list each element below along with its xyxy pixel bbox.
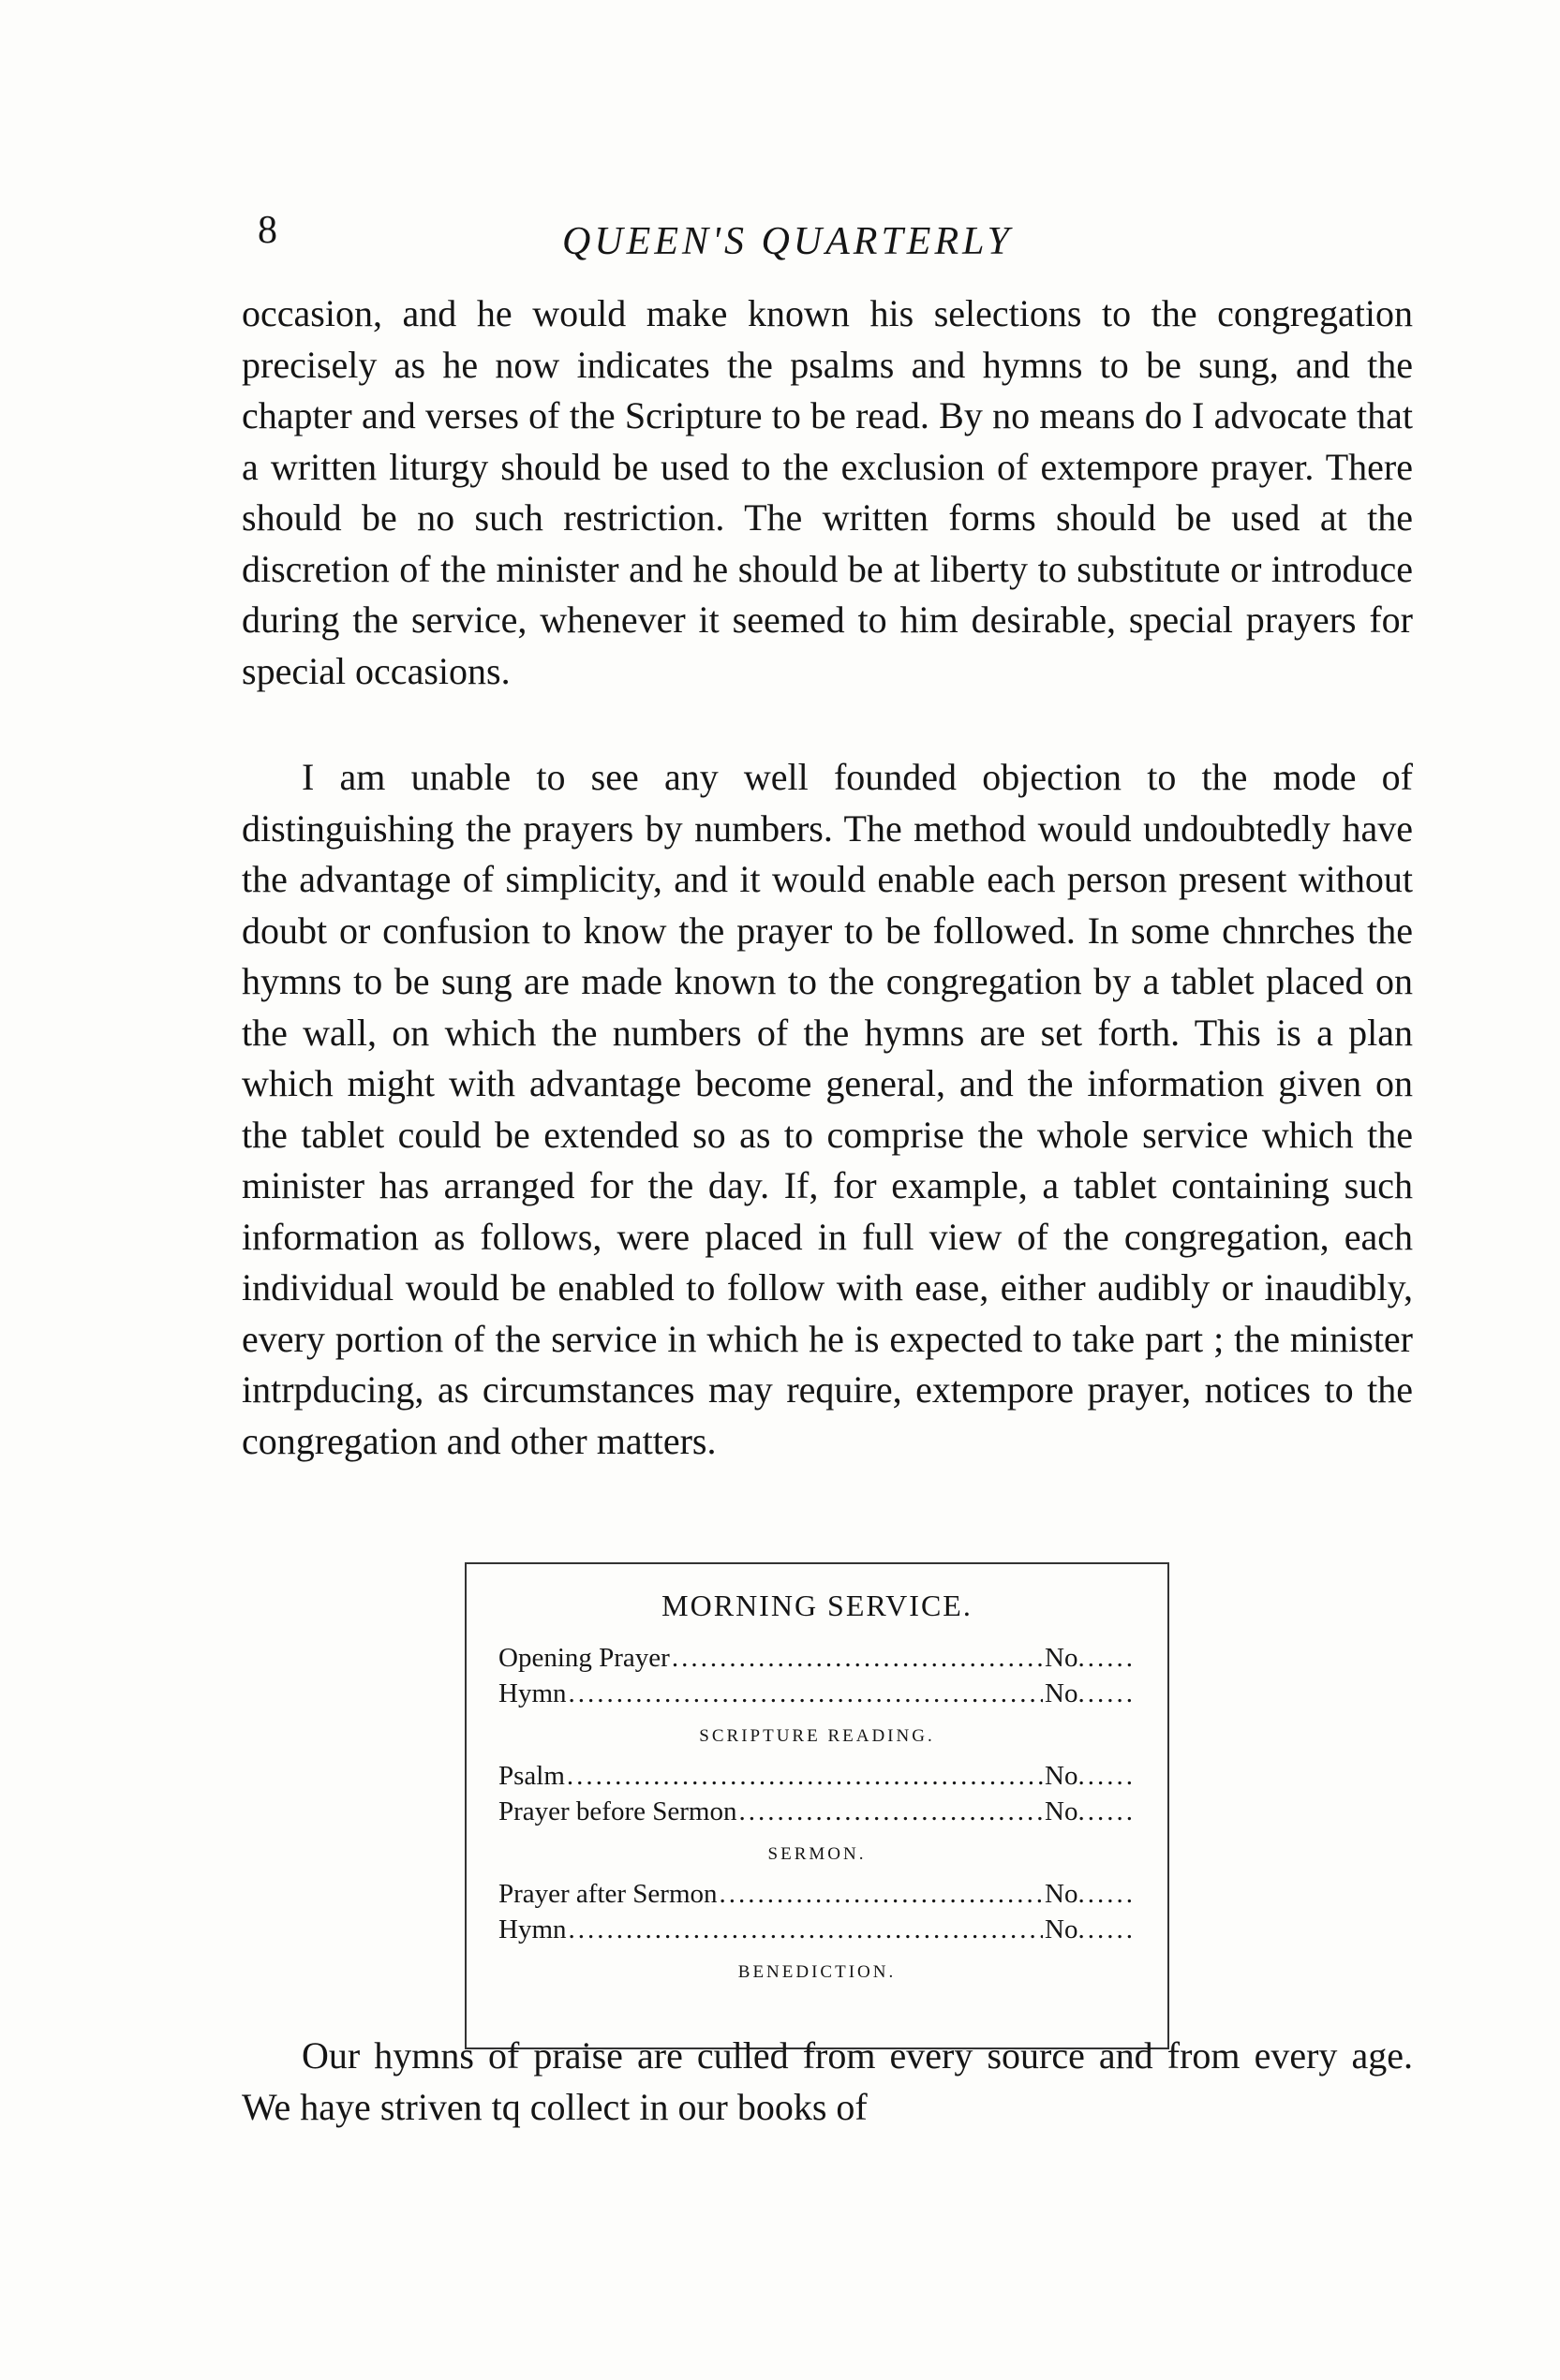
tablet-row-prayer-before-sermon bbox=[498, 1794, 1136, 1829]
row-no-label: No bbox=[1045, 1796, 1078, 1826]
running-head: QUEEN'S QUARTERLY bbox=[562, 220, 1013, 263]
row-no-blank: ...... bbox=[1077, 1796, 1136, 1826]
leader-dots bbox=[738, 1794, 1043, 1829]
tablet-row-hymn-1 bbox=[498, 1676, 1136, 1711]
tablet-title: MORNING SERVICE. bbox=[661, 1589, 973, 1622]
row-label: Psalm bbox=[498, 1761, 565, 1791]
heading-sermon: SERMON. bbox=[767, 1844, 867, 1864]
row-no-blank: ...... bbox=[1077, 1879, 1136, 1909]
morning-service-tablet bbox=[465, 1562, 1169, 2049]
row-no-blank: ...... bbox=[1077, 1914, 1136, 1944]
row-label: Prayer before Sermon bbox=[498, 1796, 737, 1826]
leader-dots bbox=[569, 1912, 1044, 1947]
row-no-blank: ...... bbox=[1077, 1643, 1136, 1673]
paragraph-2: I am unable to see any well founded objection to the mode of distinguishing the prayers by numbers. The method would undoubtedly have the advantage of simplicity, and it would enable each person present without doubt or confusion to know the prayer to be followed. In some chnrches the hymns to be sung are made known to the congregation by a tablet placed on the wall, on which the numbers of the hymns are set forth. This is a plan which might with advantage become general, and the information given on the tablet could be extended so as to comprise the whole service which the minister has arranged for the day. If, for example, a tablet containing such information as follows, were placed in full view of the congregation, each individual would be enabled to follow with ease, either audibly or inaudibly, every portion of the service in which he is expected to take part ; the minister intrpducing, as circumstances may require, extempore prayer, notices to the congregation and other matters. bbox=[242, 756, 1413, 1462]
tablet-row-prayer-after-sermon bbox=[498, 1876, 1136, 1912]
tablet-row-hymn-2 bbox=[498, 1912, 1136, 1947]
row-label: Prayer after Sermon bbox=[498, 1879, 718, 1909]
leader-dots bbox=[567, 1758, 1043, 1794]
row-no-label: No bbox=[1045, 1678, 1078, 1708]
row-label: Opening Prayer bbox=[498, 1643, 670, 1673]
leader-dots bbox=[720, 1876, 1044, 1912]
row-no-label: No bbox=[1045, 1879, 1078, 1909]
tablet-row-psalm bbox=[498, 1758, 1136, 1794]
leader-dots bbox=[569, 1676, 1044, 1711]
tablet-row-opening-prayer bbox=[498, 1640, 1136, 1676]
heading-scripture-reading: SCRIPTURE READING. bbox=[699, 1726, 935, 1746]
row-label: Hymn bbox=[498, 1678, 567, 1708]
heading-benediction: BENEDICTION. bbox=[737, 1962, 897, 1982]
paragraph-3: Our hymns of praise are culled from every source and from every age. We haye striven tq collect in our books of bbox=[242, 2034, 1413, 2128]
page-header bbox=[0, 208, 1560, 264]
row-no-blank: ...... bbox=[1077, 1761, 1136, 1791]
paragraph-1: occasion, and he would make known his selections to the congregation precisely as he now indicates the psalms and hymns to be sung, and the chapter and verses of the Scripture to be read. By no means do I advocate that a written liturgy should be used to the exclusion of extempore prayer. There should be no such restriction. The written forms should be used at the discretion of the minister and he should be at liberty to substitute or introduce during the service, whenever it seemed to him desirable, special prayers for special occasions. bbox=[242, 292, 1413, 692]
leader-dots bbox=[672, 1640, 1043, 1676]
row-no-label: No bbox=[1045, 1761, 1078, 1791]
row-label: Hymn bbox=[498, 1914, 567, 1944]
page-number: 8 bbox=[258, 209, 277, 252]
row-no-label: No bbox=[1045, 1914, 1078, 1944]
row-no-blank: ...... bbox=[1077, 1678, 1136, 1708]
row-no-label: No bbox=[1045, 1643, 1078, 1673]
